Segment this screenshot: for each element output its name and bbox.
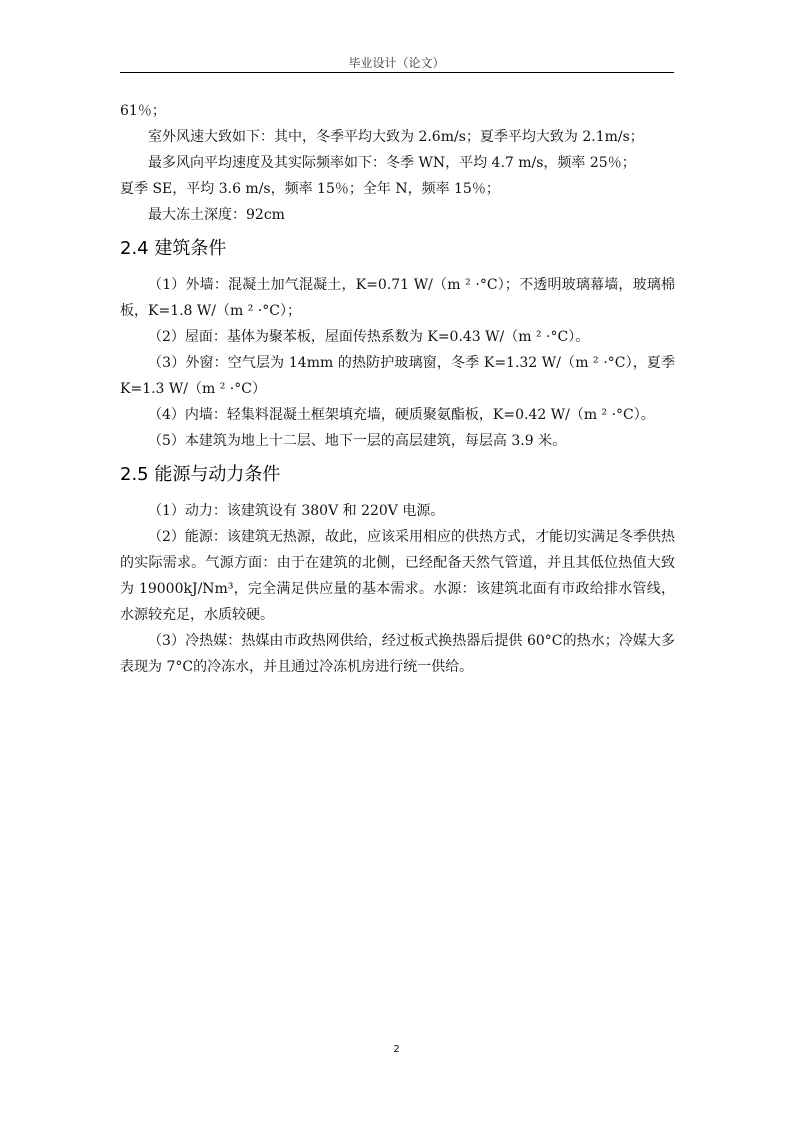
climate-humidity-tail: 61％；: [120, 103, 166, 119]
page-header: 毕业设计（论文）: [348, 56, 445, 70]
energy-item-1: （1）动力：该建筑设有 380V 和 220V 电源。: [148, 503, 445, 519]
document-body: [120, 98, 675, 680]
section-2-5-heading: 2.5 能源与动力条件: [120, 464, 281, 485]
header-rule: [120, 72, 674, 73]
building-item-4: （4）内墙：轻集料混凝土框架填充墙，硬质聚氨酯板，K=0.42 W/（m ² ·°C）。: [148, 407, 655, 423]
building-item-5: （5）本建筑为地上十二层、地下一层的高层建筑，每层高 3.9 米。: [148, 433, 567, 449]
building-item-3: （3）外窗：空气层为 14mm 的热防护玻璃窗，冬季 K=1.32 W/（m ² ·°C），夏季 K=1.3 W/（m ² ·°C）: [120, 355, 675, 397]
section-2-4-heading: 2.4 建筑条件: [120, 238, 227, 259]
building-item-2: （2）屋面：基体为聚苯板，屋面传热系数为 K=0.43 W/（m ² ·°C）。: [148, 329, 590, 345]
climate-frost-depth: 最大冻土深度：92cm: [148, 207, 285, 223]
energy-item-2: （2）能源：该建筑无热源，故此，应该采用相应的供热方式，才能切实满足冬季供热的实际需求。气源方面：由于在建筑的北侧，已经配备天然气管道，并且其低位热值大致为 19000kJ/Nm³，完全满足供应量的基本需求。水源：该建筑北面有市政给排水管线，水源较充足，水质较硬。: [120, 529, 675, 623]
climate-max-wind-1: 最多风向平均速度及其实际频率如下：冬季 WN，平均 4.7 m/s，频率 25％；: [148, 155, 636, 171]
energy-item-3: （3）冷热媒：热媒由市政热网供给，经过板式换热器后提供 60°C的热水；冷媒大多表现为 7°C的冷冻水，并且通过冷冻机房进行统一供给。: [120, 633, 675, 675]
building-item-1: （1）外墙：混凝土加气混凝土，K=0.71 W/（m ² ·°C）；不透明玻璃幕墙，玻璃棉板，K=1.8 W/（m ² ·°C）；: [120, 277, 675, 319]
climate-max-wind-2: 夏季 SE，平均 3.6 m/s，频率 15％；全年 N，频率 15％；: [120, 181, 500, 197]
page-number: 2: [393, 1044, 400, 1055]
climate-wind-speed: 室外风速大致如下：其中，冬季平均大致为 2.6m/s；夏季平均大致为 2.1m/s；: [148, 129, 644, 145]
